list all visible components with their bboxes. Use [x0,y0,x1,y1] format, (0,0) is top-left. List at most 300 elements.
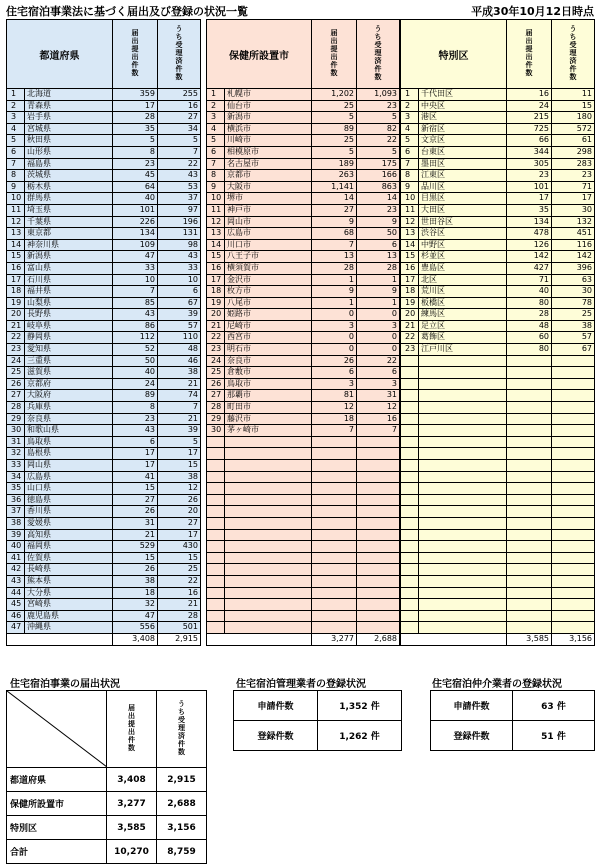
ward-row-number: 7 [401,158,419,170]
ward-row-accepted: 116 [552,239,595,251]
ward-row [401,262,595,274]
ward-row [401,344,595,356]
city-row-accepted [357,436,400,448]
summary-row-accepted: 2,915 [157,768,207,792]
ward-row-number [401,355,419,367]
ward-row-count [507,448,552,460]
ward-row [401,135,595,147]
ward-row-count: 101 [507,181,552,193]
prefecture-row [7,112,201,124]
prefecture-row-count: 52 [113,344,158,356]
ward-row-accepted: 298 [552,146,595,158]
city-row-name: 横浜市 [225,123,312,135]
city-row-accepted: 3 [357,320,400,332]
prefecture-row-count: 17 [113,100,158,112]
ward-row-count [507,552,552,564]
ward-row-number [401,599,419,611]
ward-row-accepted [552,494,595,506]
city-row-name: 金沢市 [225,274,312,286]
prefecture-row-accepted: 7 [158,402,201,414]
prefecture-row [7,402,201,414]
prefecture-row-name: 長野県 [25,309,113,321]
prefecture-row-name: 和歌山県 [25,425,113,437]
prefecture-row-name: 愛媛県 [25,517,113,529]
ward-row-accepted [552,610,595,622]
prefecture-row-accepted: 17 [158,529,201,541]
prefecture-row [7,286,201,298]
ward-row-name [419,552,507,564]
prefecture-row [7,460,201,472]
prefecture-row-number: 44 [7,587,25,599]
ward-row-number: 4 [401,123,419,135]
ward-row-count [507,413,552,425]
prefecture-row-number: 36 [7,494,25,506]
prefecture-row-count: 134 [113,228,158,240]
summary-row-count: 3,408 [107,768,157,792]
prefecture-row [7,193,201,205]
ward-row-count: 71 [507,274,552,286]
prefecture-row-number: 14 [7,239,25,251]
prefecture-row-accepted: 43 [158,170,201,182]
ward-total-count: 3,585 [507,633,552,645]
prefecture-row-number: 25 [7,367,25,379]
ward-row-count [507,494,552,506]
city-row-number: 23 [207,344,225,356]
ward-row-count [507,599,552,611]
city-row-number: 11 [207,204,225,216]
city-row-accepted: 12 [357,402,400,414]
ward-header: 特別区 [401,20,507,89]
diagonal-line [7,691,107,767]
ward-row-count [507,622,552,634]
city-row-accepted: 0 [357,332,400,344]
prefecture-row-count: 45 [113,170,158,182]
prefecture-row-name: 秋田県 [25,135,113,147]
city-row [207,564,400,576]
prefecture-row-count: 40 [113,193,158,205]
prefecture-row [7,552,201,564]
city-row [207,378,400,390]
ward-row-name [419,413,507,425]
city-row-name: 枚方市 [225,286,312,298]
health-center-city-table [206,19,400,646]
city-row-number: 2 [207,100,225,112]
prefecture-row-name: 京都府 [25,378,113,390]
ward-row-count: 23 [507,170,552,182]
city-row-accepted [357,506,400,518]
prefecture-row-number: 13 [7,228,25,240]
prefecture-row-name: 静岡県 [25,332,113,344]
ward-row-count: 35 [507,204,552,216]
city-row-name: 尼崎市 [225,320,312,332]
ward-row [401,575,595,587]
ward-row-name: 葛飾区 [419,332,507,344]
city-row-number [207,517,225,529]
city-row [207,123,400,135]
prefecture-row [7,390,201,402]
city-row [207,448,400,460]
summary-diagonal-cell [7,691,107,768]
prefecture-row-number: 23 [7,344,25,356]
prefecture-row-count: 31 [113,517,158,529]
prefecture-row-accepted: 6 [158,286,201,298]
city-row [207,158,400,170]
ward-row-name: 足立区 [419,320,507,332]
prefecture-row-number: 10 [7,193,25,205]
prefecture-total-count: 3,408 [113,633,158,645]
prefecture-total-accepted: 2,915 [158,633,201,645]
prefecture-row [7,297,201,309]
ward-row-count: 66 [507,135,552,147]
ward-row-number: 10 [401,193,419,205]
ward-row-count: 305 [507,158,552,170]
prefecture-row [7,425,201,437]
city-row-name [225,575,312,587]
city-row [207,112,400,124]
ward-row-number [401,448,419,460]
city-row-accepted [357,622,400,634]
prefecture-row [7,610,201,622]
ward-row-accepted [552,564,595,576]
ward-row-name [419,506,507,518]
ward-row-accepted [552,402,595,414]
ward-row-number [401,610,419,622]
ward-row-accepted: 132 [552,216,595,228]
ward-row [401,146,595,158]
city-row-name: 八尾市 [225,297,312,309]
prefecture-row-number: 34 [7,471,25,483]
ward-row-count: 16 [507,89,552,101]
prefecture-row-name: 三重県 [25,355,113,367]
prefecture-row-count: 43 [113,425,158,437]
city-row-accepted [357,529,400,541]
prefecture-row [7,228,201,240]
city-row-number [207,529,225,541]
ward-row-number: 1 [401,89,419,101]
prefecture-row-accepted: 26 [158,494,201,506]
city-row-accepted [357,541,400,553]
prefecture-row [7,541,201,553]
as-of-date: 平成30年10月12日時点 [471,5,594,18]
city-row-name: 八王子市 [225,251,312,263]
ward-row [401,471,595,483]
ward-row-accepted [552,575,595,587]
ward-row-accepted: 451 [552,228,595,240]
prefecture-row-count: 7 [113,286,158,298]
city-row-name: 大阪市 [225,181,312,193]
page-title: 住宅宿泊事業法に基づく届出及び登録の状況一覧 [6,5,248,18]
prefecture-row-accepted: 39 [158,425,201,437]
city-row [207,204,400,216]
ward-row [401,216,595,228]
city-row-count [312,483,357,495]
ward-row [401,274,595,286]
ward-row [401,204,595,216]
city-row [207,181,400,193]
city-row-name: 札幌市 [225,89,312,101]
ward-row-accepted: 38 [552,320,595,332]
prefecture-row-accepted: 22 [158,575,201,587]
prefecture-row-count: 15 [113,483,158,495]
prefecture-row-number: 16 [7,262,25,274]
ward-row [401,251,595,263]
city-row-number: 20 [207,309,225,321]
city-row-number: 6 [207,146,225,158]
ward-row-number [401,622,419,634]
prefecture-row-number: 27 [7,390,25,402]
city-row-accepted [357,610,400,622]
prefecture-row-name: 高知県 [25,529,113,541]
city-row [207,494,400,506]
ward-row-count [507,436,552,448]
prefecture-row [7,506,201,518]
prefecture-row [7,529,201,541]
prefecture-row-number: 28 [7,402,25,414]
prefecture-row-number: 4 [7,123,25,135]
city-row-count: 68 [312,228,357,240]
city-row-count [312,599,357,611]
ward-row [401,378,595,390]
city-row-count [312,610,357,622]
prefecture-row-number: 29 [7,413,25,425]
prefecture-row-number: 41 [7,552,25,564]
prefecture-row [7,181,201,193]
ward-row-number [401,587,419,599]
prefecture-row-number: 18 [7,286,25,298]
ward-row-name: 豊島区 [419,262,507,274]
ward-row-number [401,506,419,518]
prefecture-row [7,262,201,274]
ward-row-number [401,494,419,506]
city-row [207,541,400,553]
prefecture-row-number: 42 [7,564,25,576]
prefecture-row-accepted: 15 [158,552,201,564]
prefecture-row [7,100,201,112]
summary-row-label: 保健所設置市 [7,792,107,816]
city-row-name [225,506,312,518]
ward-row-name [419,541,507,553]
ward-row-number: 23 [401,344,419,356]
city-row-number [207,564,225,576]
prefecture-row-accepted: 10 [158,274,201,286]
ward-row-name: 品川区 [419,181,507,193]
city-row-count: 13 [312,251,357,263]
ward-row-name [419,471,507,483]
city-row-accepted: 3 [357,378,400,390]
city-row-count: 1,202 [312,89,357,101]
ward-row-accepted [552,355,595,367]
summary-row-count: 3,277 [107,792,157,816]
ward-row-number: 5 [401,135,419,147]
ward-row-number: 13 [401,228,419,240]
ward-row-name [419,355,507,367]
ward-row-number [401,529,419,541]
prefecture-row-number: 35 [7,483,25,495]
prefecture-row-accepted: 5 [158,135,201,147]
ward-row-name [419,367,507,379]
ward-row-name [419,622,507,634]
city-row-number [207,610,225,622]
city-row-count: 26 [312,355,357,367]
city-row-count: 27 [312,204,357,216]
city-row-accepted: 6 [357,239,400,251]
prefecture-row-accepted: 57 [158,320,201,332]
prefecture-row-count: 101 [113,204,158,216]
ward-row-count [507,529,552,541]
prefecture-row-name: 茨城県 [25,170,113,182]
broker-applied-value: 63 件 [513,691,595,721]
prefecture-row-count: 47 [113,610,158,622]
ward-row [401,517,595,529]
ward-row-number [401,413,419,425]
ward-row-accepted: 78 [552,297,595,309]
city-row-accepted [357,587,400,599]
prefecture-row-count: 109 [113,239,158,251]
ward-row-name: 中野区 [419,239,507,251]
ward-row-name: 大田区 [419,204,507,216]
ward-row-name [419,517,507,529]
prefecture-row-name: 岡山県 [25,460,113,472]
prefecture-row-count: 85 [113,297,158,309]
city-row-name: 那覇市 [225,390,312,402]
prefecture-row-name: 富山県 [25,262,113,274]
ward-row [401,170,595,182]
prefecture-row-accepted: 28 [158,610,201,622]
ward-row-number [401,471,419,483]
ward-row [401,239,595,251]
ward-row [401,367,595,379]
ward-row-count: 725 [507,123,552,135]
prefecture-row [7,216,201,228]
special-ward-table [400,19,595,646]
ward-total-accepted: 3,156 [552,633,595,645]
city-row-count: 1 [312,297,357,309]
prefecture-row-accepted: 21 [158,378,201,390]
ward-row-name [419,448,507,460]
prefecture-row-name: 大分県 [25,587,113,599]
prefecture-row-name: 福島県 [25,158,113,170]
summary-row [7,768,207,792]
ward-row-name [419,402,507,414]
ward-row-accepted: 61 [552,135,595,147]
ward-row-number [401,402,419,414]
ward-row-number [401,552,419,564]
city-row [207,517,400,529]
prefecture-row-name: 島根県 [25,448,113,460]
city-row-accepted [357,575,400,587]
prefecture-row-count: 21 [113,529,158,541]
prefecture-row-accepted: 25 [158,564,201,576]
city-row-name: 神戸市 [225,204,312,216]
city-row-name: 奈良市 [225,355,312,367]
prefecture-row-accepted: 430 [158,541,201,553]
city-row [207,460,400,472]
ward-row-accepted: 396 [552,262,595,274]
ward-row-count: 28 [507,309,552,321]
prefecture-row-name: 千葉県 [25,216,113,228]
ward-row-count [507,575,552,587]
ward-row-name: 渋谷区 [419,228,507,240]
city-row-accepted: 50 [357,228,400,240]
ward-row [401,332,595,344]
summary-title: 住宅宿泊事業の届出状況 [10,679,120,690]
city-row-number: 1 [207,89,225,101]
prefecture-row-number: 39 [7,529,25,541]
prefecture-row [7,204,201,216]
city-row-name [225,448,312,460]
prefecture-row-name: 石川県 [25,274,113,286]
ward-row-name: 江東区 [419,170,507,182]
prefecture-row-count: 23 [113,413,158,425]
city-row-number: 5 [207,135,225,147]
ward-row-count: 40 [507,286,552,298]
prefecture-row-accepted: 48 [158,344,201,356]
ward-row-count [507,564,552,576]
count-header: 届出提出件数 [507,20,552,89]
city-row-accepted: 863 [357,181,400,193]
city-row-name [225,460,312,472]
city-row-name: 岡山市 [225,216,312,228]
city-row-number: 4 [207,123,225,135]
prefecture-row [7,471,201,483]
ward-row-accepted [552,448,595,460]
city-row-count: 9 [312,216,357,228]
ward-row-count [507,425,552,437]
prefecture-row-number: 32 [7,448,25,460]
ward-row-count: 344 [507,146,552,158]
prefecture-row-accepted: 7 [158,146,201,158]
ward-row-number: 21 [401,320,419,332]
ward-row-accepted [552,599,595,611]
ward-row-name: 台東区 [419,146,507,158]
city-row [207,413,400,425]
prefecture-row-number: 8 [7,170,25,182]
ward-row-number: 6 [401,146,419,158]
city-row-number: 14 [207,239,225,251]
prefecture-row-accepted: 33 [158,262,201,274]
prefecture-row-name: 長崎県 [25,564,113,576]
city-row-number: 27 [207,390,225,402]
city-row-count [312,471,357,483]
city-row-number: 7 [207,158,225,170]
prefecture-row-name: 鹿児島県 [25,610,113,622]
city-row-count: 9 [312,286,357,298]
ward-row-number [401,425,419,437]
ward-row [401,599,595,611]
prefecture-row-name: 奈良県 [25,413,113,425]
summary-accepted-header: うち受理済件数 [157,691,207,768]
prefecture-row-count: 38 [113,575,158,587]
ward-row-count: 215 [507,112,552,124]
ward-row-number [401,541,419,553]
ward-row [401,622,595,634]
city-row-accepted: 14 [357,193,400,205]
prefecture-row-number: 40 [7,541,25,553]
city-row [207,251,400,263]
city-row-count [312,622,357,634]
prefecture-row-count: 24 [113,378,158,390]
ward-row [401,529,595,541]
ward-row [401,483,595,495]
prefecture-row-name: 鳥取県 [25,436,113,448]
city-row [207,367,400,379]
city-row-number: 19 [207,297,225,309]
prefecture-row-name: 熊本県 [25,575,113,587]
city-row-accepted [357,460,400,472]
city-row-count [312,494,357,506]
ward-row-number [401,390,419,402]
city-row-number: 10 [207,193,225,205]
